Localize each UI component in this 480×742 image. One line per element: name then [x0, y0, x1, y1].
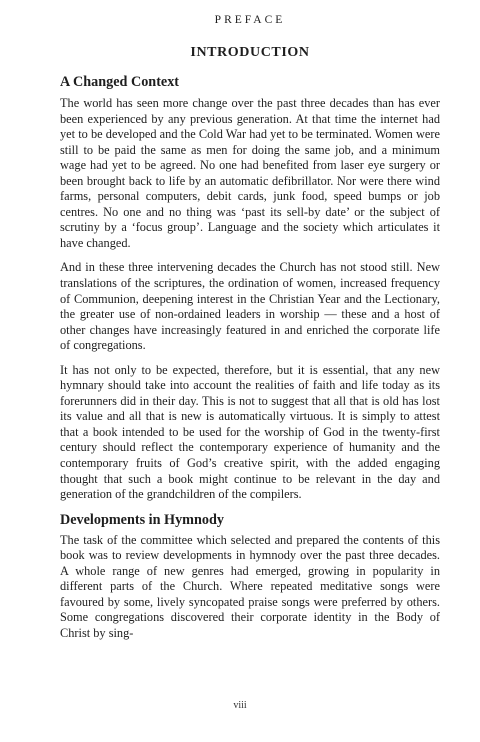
section-heading-changed-context: A Changed Context — [60, 74, 180, 90]
paragraph: The task of the committee which selected and prepared the contents of this book was to review developments in hymnody over the past three decades. A whole range of new genres had emerged, growing in popularity in different parts of the Church. Where repeated meditative songs were favoured by some, lively syncopated praise songs were preferred by others. Some congregations discovered their corporate identity in the Body of Christ by sing- — [60, 532, 440, 640]
page-number: viii — [233, 700, 247, 711]
chapter-title: INTRODUCTION — [190, 45, 310, 60]
paragraph: The world has seen more change over the past three decades than has ever been experienced by any previous generation. At that time the internet had yet to be developed and the Cold War had yet to be terminated. Women were still to be paid the same as men for doing the same job, and a minimum wage had yet to be agreed. No one had benefited from laser eye surgery or been brought back to life by an automatic defibrillator. Nor were there wind farms, personal computers, debit cards, junk food, speed bumps or job centres. No one and no thing was ‘past its sell-by date’ or the subject of scrutiny by a ‘focus group’. Language and the society which articulates it have changed. — [60, 96, 440, 250]
paragraph: And in these three intervening decades the Church has not stood still. New translations of the scriptures, the ordination of women, increased frequency of Communion, deepening interest in the Christian Year and the Lectionary, the greater use of non-ordained leaders in worship — these and a host of other changes have increasingly featured in and enriched the corporate life of congregations. — [60, 260, 440, 353]
paragraph: It has not only to be expected, therefore, but it is essential, that any new hymnary should take into account the realities of faith and life today as its forerunners did in their day. This is not to suggest that all that is old has lost its value and all that is new is automatically virtuous. It is simply to attest that a book intended to be used for the worship of God in the twenty-first century should reflect the contemporary experience of humanity and the contemporary fruits of God’s creative spirit, with the added engaging thought that such a book might continue to be relevant in the day and generation of the grandchildren of the compilers. — [60, 362, 440, 502]
section-heading-developments-in-hymnody: Developments in Hymnody — [60, 511, 224, 528]
running-head: PREFACE — [214, 14, 286, 26]
